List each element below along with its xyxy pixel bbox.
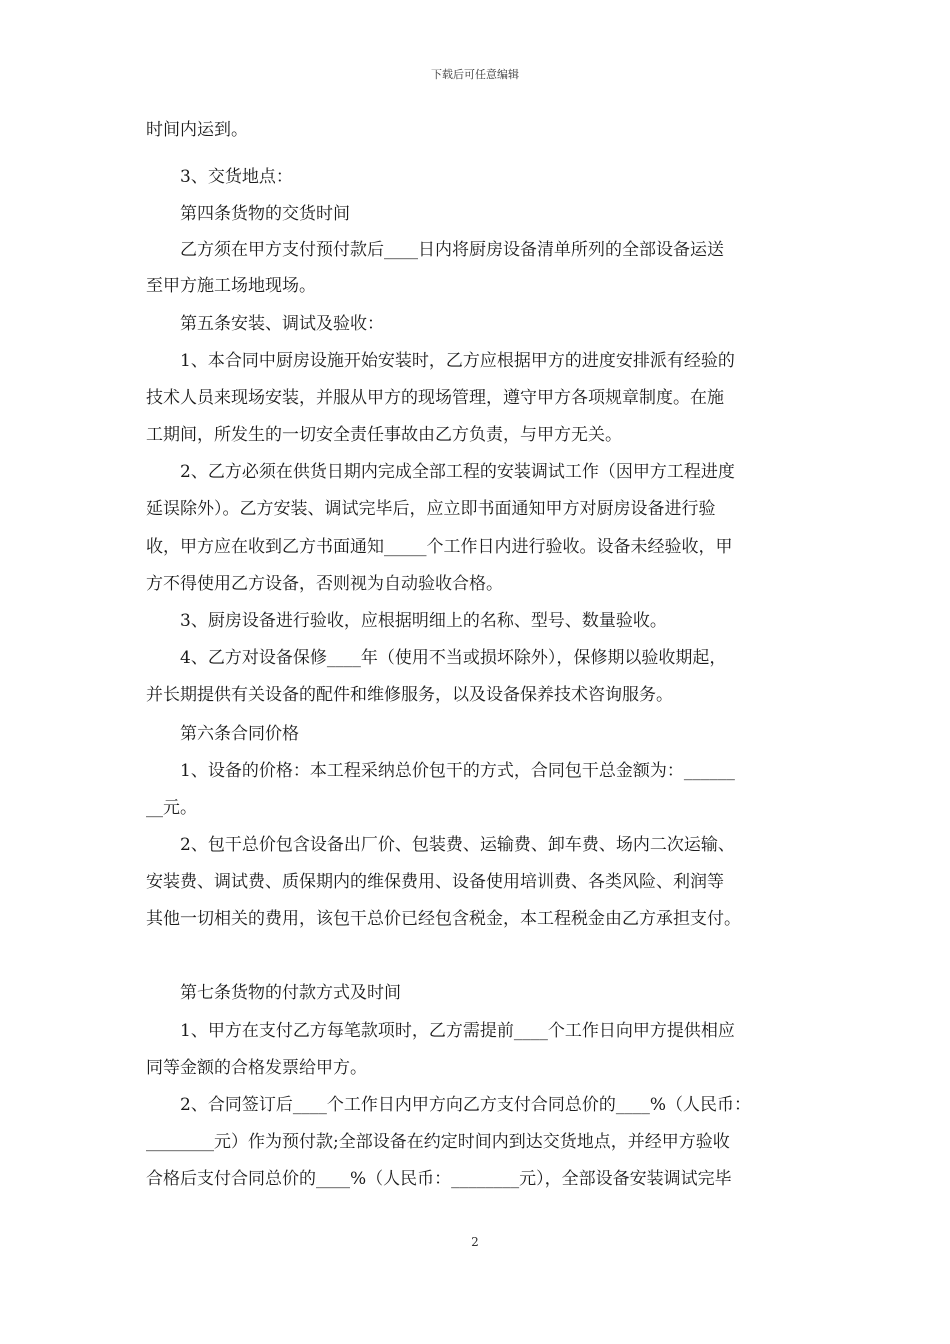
text-line: 1、本合同中厨房设施开始安装时，乙方应根据甲方的进度安排派有经验的 [180, 351, 735, 371]
text-line: 乙方须在甲方支付预付款后____日内将厨房设备清单所列的全部设备运送 [180, 240, 724, 260]
text-line: 同等金额的合格发票给甲方。 [146, 1058, 367, 1078]
text-line: 延误除外）。乙方安装、调试完毕后，应立即书面通知甲方对厨房设备进行验 [146, 499, 716, 519]
text-line: 1、甲方在支付乙方每笔款项时，乙方需提前____个工作日向甲方提供相应 [180, 1021, 735, 1041]
section-heading: 第四条货物的交货时间 [180, 204, 350, 224]
text-line: __元。 [146, 798, 197, 818]
text-line: 方不得使用乙方设备，否则视为自动验收合格。 [146, 574, 503, 594]
section-heading: 第五条安装、调试及验收： [180, 314, 384, 334]
section-heading: 第七条货物的付款方式及时间 [180, 983, 401, 1003]
text-line: 1、设备的价格：本工程采纳总价包干的方式，合同包干总金额为：______ [180, 761, 735, 781]
text-line: 4、乙方对设备保修____年（使用不当或损坏除外），保修期以验收期起， [180, 648, 727, 668]
text-line: 并长期提供有关设备的配件和维修服务，以及设备保养技术咨询服务。 [146, 685, 673, 705]
text-line: 2、包干总价包含设备出厂价、包装费、运输费、卸车费、场内二次运输、 [180, 835, 735, 855]
page-header: 下载后可任意编辑 [431, 68, 519, 81]
text-line: 技术人员来现场安装，并服从甲方的现场管理，遵守甲方各项规章制度。在施 [146, 388, 724, 408]
text-line: 安装费、调试费、质保期内的维保费用、设备使用培训费、各类风险、利润等 [146, 872, 724, 892]
section-heading: 第六条合同价格 [180, 724, 299, 744]
text-line: 合格后支付合同总价的____%（人民币：________元），全部设备安装调试完毕 [146, 1169, 732, 1189]
text-line: 3、交货地点： [180, 167, 293, 187]
text-line: 工期间，所发生的一切安全责任事故由乙方负责，与甲方无关。 [146, 425, 622, 445]
text-line: ________元）作为预付款;全部设备在约定时间内到达交货地点，并经甲方验收 [146, 1132, 730, 1152]
text-line: 2、乙方必须在供货日期内完成全部工程的安装调试工作（因甲方工程进度 [180, 462, 735, 482]
text-line: 收，甲方应在收到乙方书面通知_____个工作日内进行验收。设备未经验收，甲 [146, 537, 733, 557]
text-line: 其他一切相关的费用，该包干总价已经包含税金，本工程税金由乙方承担支付。 [146, 909, 741, 929]
text-line: 3、厨房设备进行验收，应根据明细上的名称、型号、数量验收。 [180, 611, 667, 631]
text-line: 2、合同签订后____个工作日内甲方向乙方支付合同总价的____%（人民币： [180, 1095, 751, 1115]
text-line: 时间内运到。 [146, 120, 248, 140]
text-line: 至甲方施工场地现场。 [146, 276, 316, 296]
page-number: 2 [471, 1235, 479, 1249]
